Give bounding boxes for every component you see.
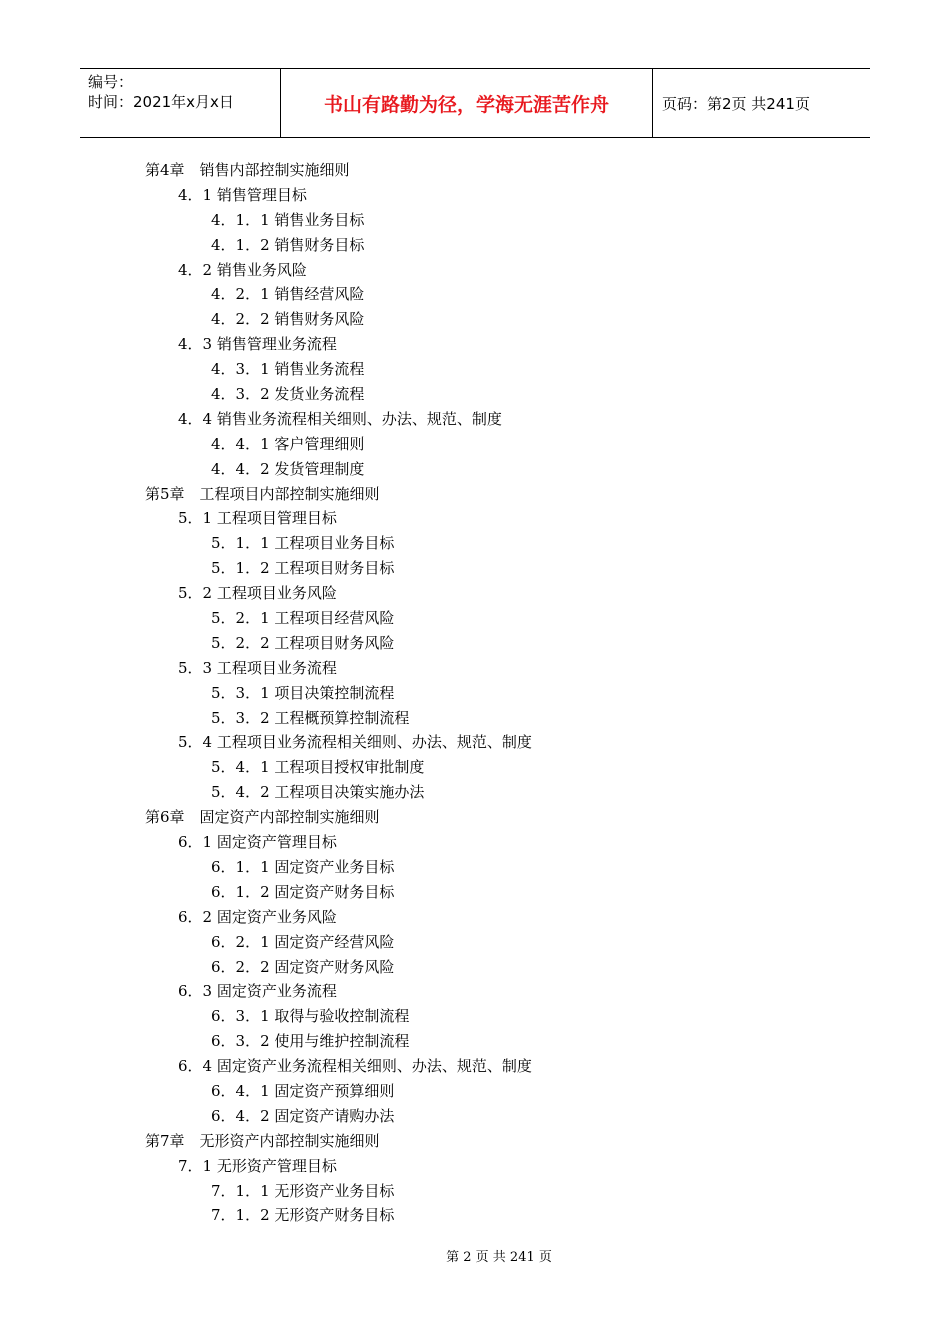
toc-section[interactable]: 5．4 工程项目业务流程相关细则、办法、规范、制度 (178, 733, 532, 752)
toc-subsection[interactable]: 6．1．1 固定资产业务目标 (211, 857, 395, 876)
toc-chapter[interactable]: 第7章 无形资产内部控制实施细则 (145, 1131, 380, 1150)
toc-subsection[interactable]: 6．3．2 使用与维护控制流程 (211, 1032, 410, 1051)
toc-section[interactable]: 5．3 工程项目业务流程 (178, 658, 337, 677)
toc-section[interactable]: 4．2 销售业务风险 (178, 260, 307, 279)
toc-subsection[interactable]: 6．2．1 固定资产经营风险 (211, 932, 395, 951)
toc-subsection[interactable]: 4．2．2 销售财务风险 (211, 310, 365, 329)
toc-section[interactable]: 6．3 固定资产业务流程 (178, 982, 337, 1001)
toc-section[interactable]: 5．2 工程项目业务风险 (178, 584, 337, 603)
toc-subsection[interactable]: 7．1．1 无形资产业务目标 (211, 1181, 395, 1200)
toc-subsection[interactable]: 6．4．2 固定资产请购办法 (211, 1106, 395, 1125)
toc-section[interactable]: 4．1 销售管理目标 (178, 185, 307, 204)
toc-subsection[interactable]: 4．2．1 销售经营风险 (211, 285, 365, 304)
toc-subsection[interactable]: 4．1．1 销售业务目标 (211, 210, 365, 229)
document-number-label: 编号： (88, 73, 134, 91)
toc-subsection[interactable]: 7．1．2 无形资产财务目标 (211, 1206, 395, 1225)
toc-subsection[interactable]: 5．4．2 工程项目决策实施办法 (211, 783, 425, 802)
toc-subsection[interactable]: 4．4．2 发货管理制度 (211, 459, 365, 478)
table-of-contents (0, 158, 950, 1228)
toc-subsection[interactable]: 6．2．2 固定资产财务风险 (211, 957, 395, 976)
toc-section[interactable]: 6．2 固定资产业务风险 (178, 907, 337, 926)
toc-section[interactable]: 6．1 固定资产管理目标 (178, 833, 337, 852)
toc-subsection[interactable]: 5．4．1 工程项目授权审批制度 (211, 758, 425, 777)
toc-subsection[interactable]: 4．4．1 客户管理细则 (211, 434, 365, 453)
toc-section[interactable]: 5．1 工程项目管理目标 (178, 509, 337, 528)
toc-section[interactable]: 6．4 固定资产业务流程相关细则、办法、规范、制度 (178, 1057, 532, 1076)
toc-subsection[interactable]: 5．1．2 工程项目财务目标 (211, 559, 395, 578)
toc-section[interactable]: 7．1 无形资产管理目标 (178, 1156, 337, 1175)
toc-subsection[interactable]: 6．4．1 固定资产预算细则 (211, 1081, 395, 1100)
toc-section[interactable]: 4．4 销售业务流程相关细则、办法、规范、制度 (178, 409, 502, 428)
toc-subsection[interactable]: 5．3．1 项目决策控制流程 (211, 683, 395, 702)
toc-subsection[interactable]: 4．3．1 销售业务流程 (211, 360, 365, 379)
toc-subsection[interactable]: 5．3．2 工程概预算控制流程 (211, 708, 410, 727)
toc-chapter[interactable]: 第5章 工程项目内部控制实施细则 (145, 484, 380, 503)
header-page-info: 页码：第2页 共241页 (662, 94, 810, 113)
toc-subsection[interactable]: 4．3．2 发货业务流程 (211, 385, 365, 404)
toc-section[interactable]: 4．3 销售管理业务流程 (178, 335, 337, 354)
document-date: 时间：2021年x月x日 (88, 93, 234, 111)
toc-subsection[interactable]: 4．1．2 销售财务目标 (211, 235, 365, 254)
toc-subsection[interactable]: 5．1．1 工程项目业务目标 (211, 534, 395, 553)
page-footer: 第 2 页 共 241 页 (446, 1250, 552, 1265)
toc-chapter[interactable]: 第6章 固定资产内部控制实施细则 (145, 808, 380, 827)
toc-subsection[interactable]: 6．1．2 固定资产财务目标 (211, 882, 395, 901)
toc-subsection[interactable]: 5．2．2 工程项目财务风险 (211, 633, 395, 652)
toc-subsection[interactable]: 6．3．1 取得与验收控制流程 (211, 1007, 410, 1026)
toc-subsection[interactable]: 5．2．1 工程项目经营风险 (211, 609, 395, 628)
page-header (80, 68, 870, 138)
header-motto: 书山有路勤为径，学海无涯苦作舟 (281, 69, 653, 137)
header-meta (80, 69, 281, 137)
toc-chapter[interactable]: 第4章 销售内部控制实施细则 (145, 161, 350, 179)
